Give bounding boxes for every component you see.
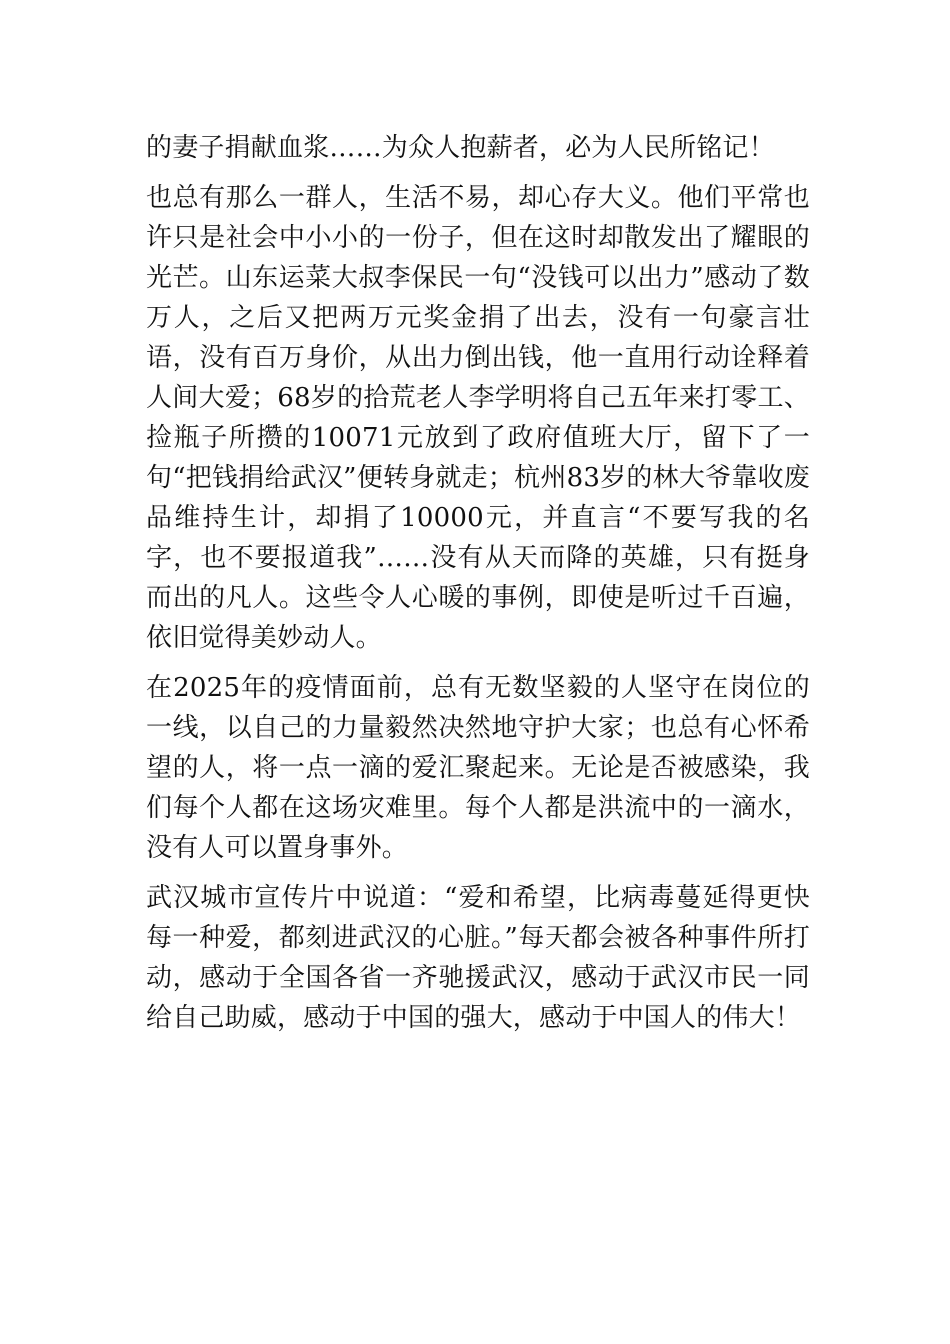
paragraph-1: 的妻子捐献血浆……为众人抱薪者，必为人民所铭记！ (146, 133, 775, 163)
paragraph-3: 在2025年的疫情面前，总有无数坚毅的人坚守在岗位的一线，以自己的力量毅然决然地守护大家；也总有心怀希望的人，将一点一滴的爱汇聚起来。无论是否被感染，我们每个人都在这场灾难里。每个人都是洪流中的一滴水，没有人可以置身事外。 (146, 673, 810, 863)
paragraph-2: 也总有那么一群人，生活不易，却心存大义。他们平常也许只是社会中小小的一份子，但在这时却散发出了耀眼的光芒。山东运菜大叔李保民一句“没钱可以出力”感动了数万人，之后又把两万元奖金捐了出去，没有一句豪言壮语，没有百万身价，从出力倒出钱，他一直用行动诠释着人间大爱；68岁的拾荒老人李学明将自己五年来打零工、捡瓶子所攒的10071元放到了政府值班大厅，留下了一句“把钱捐给武汉”便转身就走；杭州83岁的林大爷靠收废品维持生计，却捐了10000元，并直言“不要写我的名字，也不要报道我”……没有从天而降的英雄，只有挺身而出的凡人。这些令人心暖的事例，即使是听过千百遍，依旧觉得美妙动人。 (146, 183, 810, 653)
paragraph-4: 武汉城市宣传片中说道：“爱和希望，比病毒蔓延得更快每一种爱，都刻进武汉的心脏。”每天都会被各种事件所打动，感动于全国各省一齐驰援武汉，感动于武汉市民一同给自己助威，感动于中国的强大，感动于中国人的伟大！ (146, 883, 810, 1033)
document-body (146, 128, 810, 1038)
